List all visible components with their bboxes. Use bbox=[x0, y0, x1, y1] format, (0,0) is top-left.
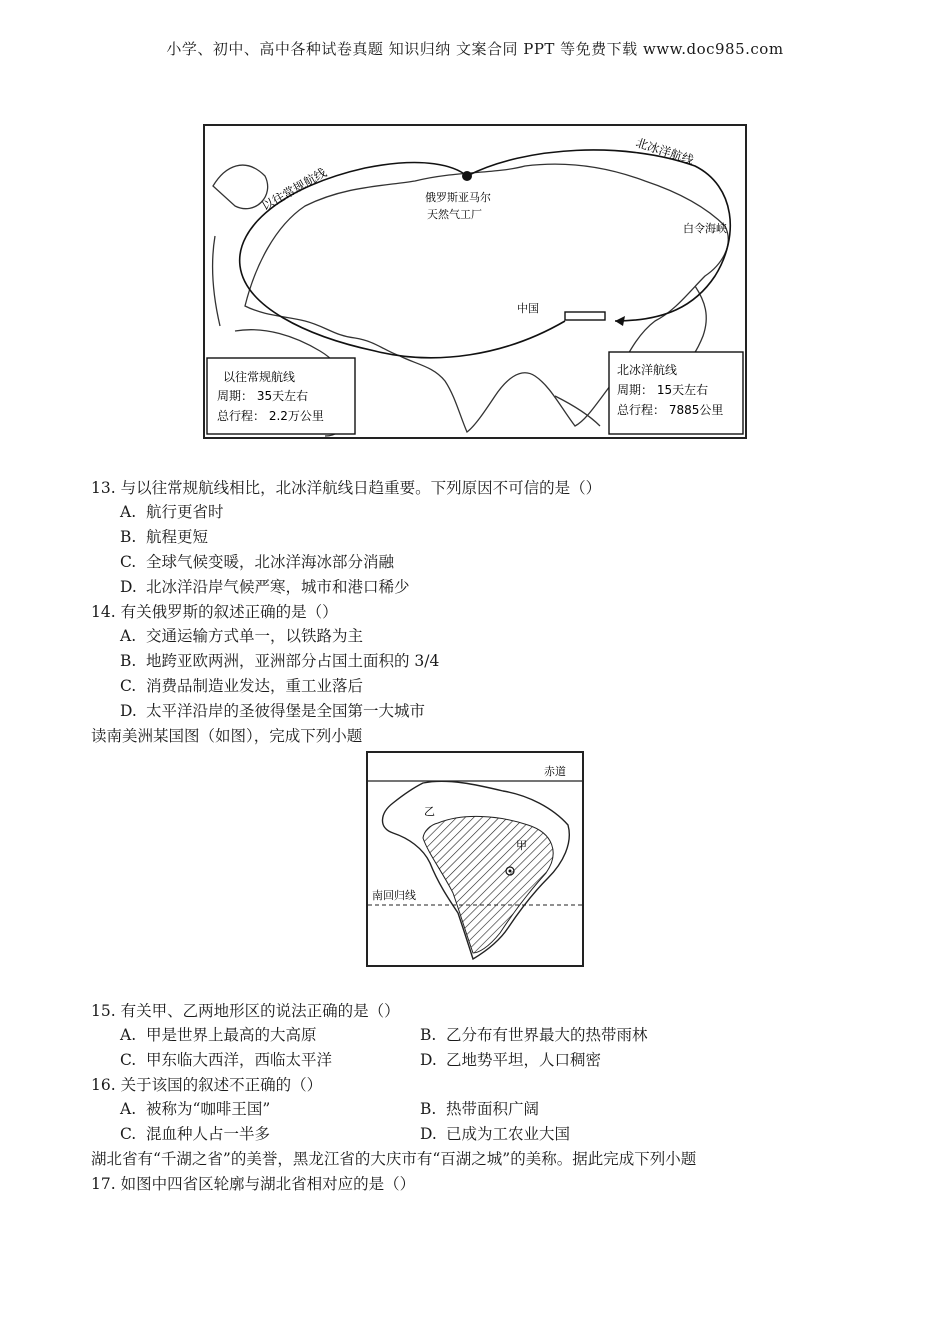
south-america-country-map bbox=[366, 751, 584, 967]
legend-right-title: 北冰洋航线 bbox=[617, 363, 678, 377]
label-gas-plant-1: 俄罗斯亚马尔 bbox=[425, 191, 491, 204]
option-text: 已成为工农业大国 bbox=[446, 1125, 571, 1143]
option-label: A. bbox=[120, 1026, 137, 1044]
q15-option-b bbox=[420, 1023, 648, 1045]
q15-option-d bbox=[420, 1048, 601, 1070]
question-13-stem: 13. 与以往常规航线相比，北冰洋航线日趋重要。下列原因不可信的是（） bbox=[91, 479, 602, 497]
q15-option-c bbox=[120, 1048, 332, 1070]
q14-option-c bbox=[120, 674, 363, 696]
q14-option-a bbox=[120, 624, 363, 646]
option-label: D. bbox=[120, 702, 137, 720]
legend-left-period: 周期： 35天左右 bbox=[217, 389, 309, 403]
port-marker bbox=[565, 312, 605, 320]
q16-option-b bbox=[420, 1097, 539, 1119]
option-text: 乙地势平坦，人口稠密 bbox=[446, 1051, 602, 1069]
option-text: 航行更省时 bbox=[146, 503, 224, 521]
intro-hubei: 湖北省有“千湖之省”的美誉，黑龙江省的大庆市有“百湖之城”的美称。据此完成下列小题 bbox=[91, 1150, 697, 1168]
label-region-jia: 甲 bbox=[516, 839, 527, 852]
shipping-route-map bbox=[203, 124, 747, 439]
label-arctic-route: 北冰洋航线 bbox=[634, 135, 696, 168]
legend-left-distance: 总行程： 2.2万公里 bbox=[217, 409, 324, 423]
option-label: A. bbox=[120, 503, 137, 521]
question-14-stem: 14. 有关俄罗斯的叙述正确的是（） bbox=[91, 603, 338, 621]
option-text: 航程更短 bbox=[146, 528, 209, 546]
option-text: 北冰洋沿岸气候严寒，城市和港口稀少 bbox=[146, 578, 410, 596]
option-label: C. bbox=[120, 1051, 137, 1069]
west-coast bbox=[213, 236, 220, 326]
label-gas-plant-2: 天然气工厂 bbox=[427, 208, 482, 221]
question-15-stem: 15. 有关甲、乙两地形区的说法正确的是（） bbox=[91, 1002, 400, 1020]
q15-option-a bbox=[120, 1023, 317, 1045]
option-label: D. bbox=[120, 578, 137, 596]
option-label: A. bbox=[120, 627, 137, 645]
q13-option-c bbox=[120, 550, 394, 572]
option-label: D. bbox=[420, 1051, 437, 1069]
option-text: 混血种人占一半多 bbox=[146, 1125, 271, 1143]
label-bering-strait: 白令海峡 bbox=[683, 222, 727, 235]
option-label: B. bbox=[420, 1100, 437, 1118]
option-label: A. bbox=[120, 1100, 137, 1118]
option-label: C. bbox=[120, 677, 137, 695]
option-text: 被称为“咖啡王国” bbox=[146, 1100, 271, 1118]
capital-dot-icon bbox=[509, 870, 512, 873]
option-text: 甲是世界上最高的大高原 bbox=[146, 1026, 317, 1044]
option-text: 乙分布有世界最大的热带雨林 bbox=[446, 1026, 648, 1044]
option-label: B. bbox=[120, 652, 137, 670]
option-text: 热带面积广阔 bbox=[446, 1100, 540, 1118]
legend-right bbox=[609, 352, 743, 434]
route-arrow-icon bbox=[615, 316, 625, 326]
option-text: 甲东临大西洋，西临太平洋 bbox=[146, 1051, 333, 1069]
option-text: 消费品制造业发达，重工业落后 bbox=[146, 677, 364, 695]
option-text: 地跨亚欧两洲，亚洲部分占国土面积的 3/4 bbox=[146, 652, 440, 670]
label-tropic: 南回归线 bbox=[372, 889, 416, 902]
option-text: 全球气候变暖，北冰洋海冰部分消融 bbox=[146, 553, 395, 571]
label-region-yi: 乙 bbox=[424, 805, 435, 818]
option-label: B. bbox=[120, 528, 137, 546]
question-16-stem: 16. 关于该国的叙述不正确的（） bbox=[91, 1076, 323, 1094]
option-text: 太平洋沿岸的圣彼得堡是全国第一大城市 bbox=[146, 702, 426, 720]
q16-option-c bbox=[120, 1122, 270, 1144]
intro-south-america: 读南美洲某国图（如图），完成下列小题 bbox=[91, 727, 363, 745]
legend-left-title: 以往常规航线 bbox=[223, 370, 296, 384]
q13-option-d bbox=[120, 575, 410, 597]
option-label: B. bbox=[420, 1026, 437, 1044]
page-header: 小学、初中、高中各种试卷真题 知识归纳 文案合同 PPT 等免费下载 www.doc985.com bbox=[166, 40, 784, 58]
q16-option-a bbox=[120, 1097, 270, 1119]
legend-right-distance: 总行程： 7885公里 bbox=[617, 403, 724, 417]
gas-plant-marker-icon bbox=[462, 171, 472, 181]
q14-option-b bbox=[120, 649, 439, 671]
option-text: 交通运输方式单一，以铁路为主 bbox=[146, 627, 364, 645]
label-conventional-route: 以往常规航线 bbox=[259, 165, 329, 214]
label-china: 中国 bbox=[517, 302, 539, 315]
plateau-region bbox=[423, 816, 553, 953]
q14-option-d bbox=[120, 699, 425, 721]
islands-shape bbox=[555, 396, 600, 426]
legend-left bbox=[207, 358, 355, 434]
label-equator: 赤道 bbox=[544, 765, 566, 778]
arctic-route-line bbox=[467, 150, 730, 321]
question-17-stem: 17. 如图中四省区轮廓与湖北省相对应的是（） bbox=[91, 1175, 416, 1193]
q13-option-a bbox=[120, 500, 224, 522]
option-label: C. bbox=[120, 1125, 137, 1143]
q16-option-d bbox=[420, 1122, 570, 1144]
legend-right-period: 周期： 15天左右 bbox=[617, 383, 709, 397]
option-label: D. bbox=[420, 1125, 437, 1143]
option-label: C. bbox=[120, 553, 137, 571]
q13-option-b bbox=[120, 525, 208, 547]
